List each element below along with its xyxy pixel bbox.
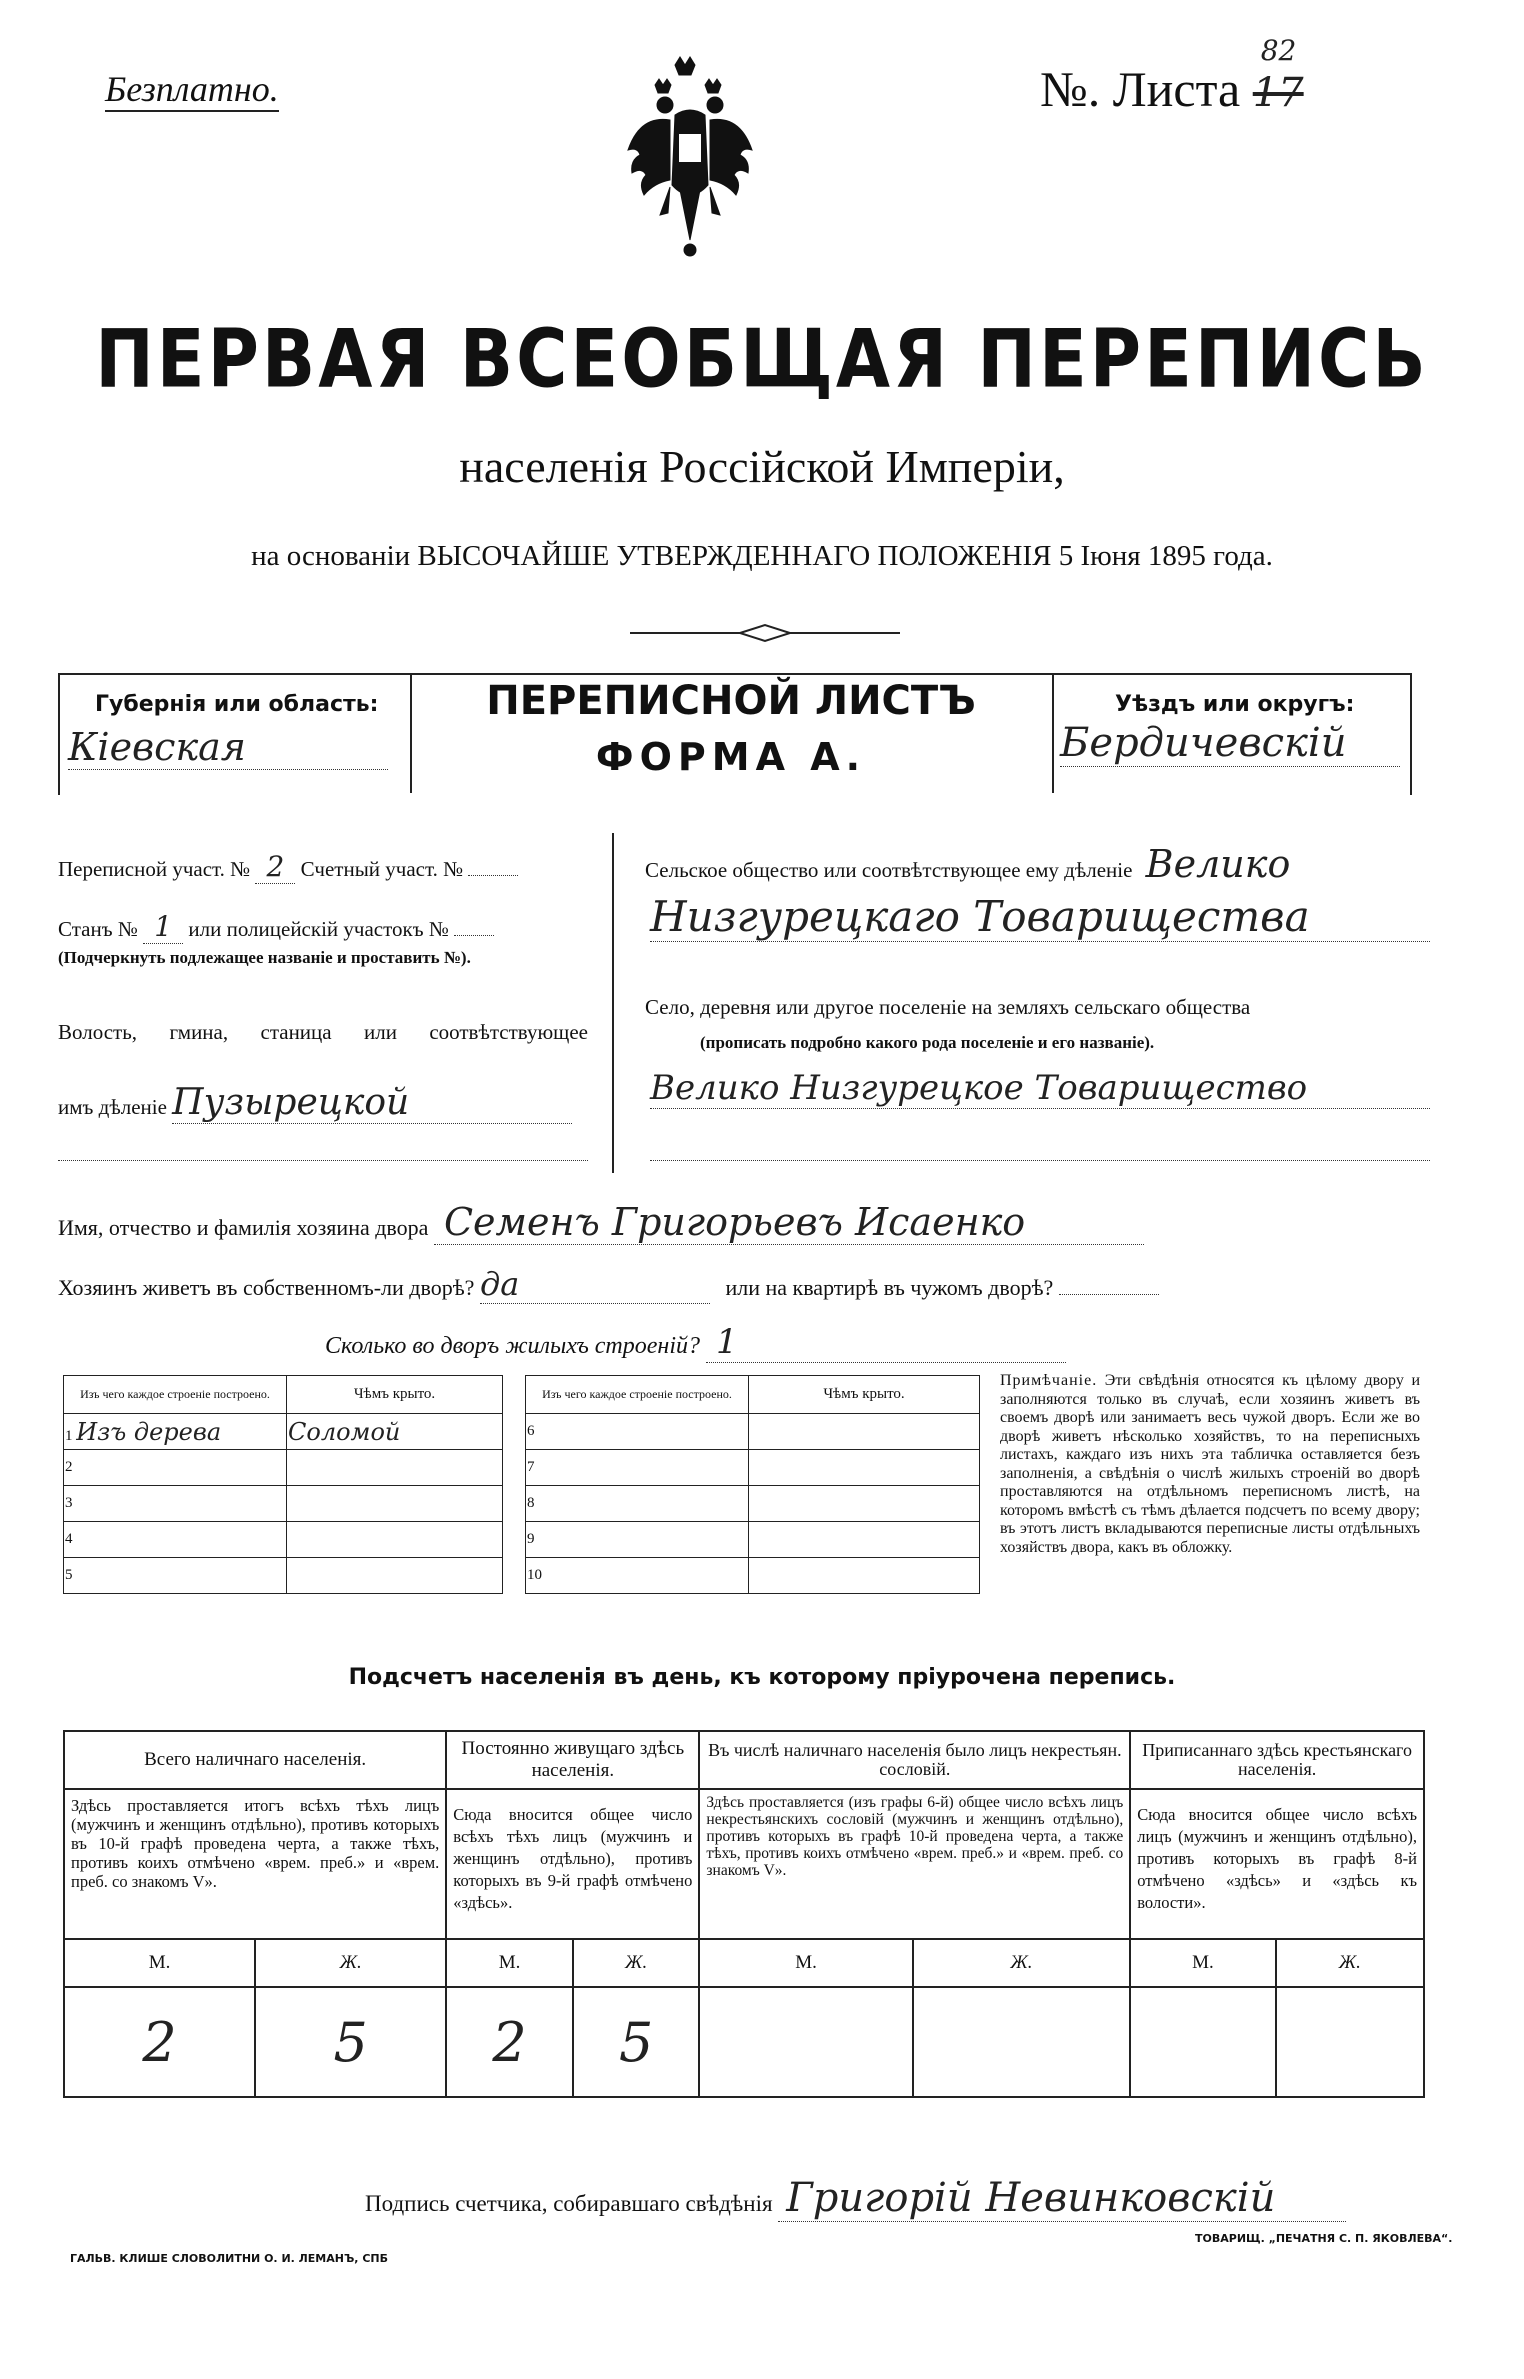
owner-name-row xyxy=(58,1200,1144,1245)
population-count-table xyxy=(63,1730,1425,2098)
row-number: 9 xyxy=(527,1531,535,1547)
count-value-m-2: 2 xyxy=(446,1987,573,2097)
table-row xyxy=(64,1558,503,1594)
signature-row xyxy=(365,2175,1346,2222)
count-col-title-1: Всего наличнаго населенія. xyxy=(64,1731,446,1789)
row-number: 1 xyxy=(65,1427,73,1444)
row-material: Изъ дерева xyxy=(76,1417,222,1446)
count-value-m-1: 2 xyxy=(64,1987,255,2097)
signature-label: Подпись счетчика, собиравшаго свѣдѣнія xyxy=(365,2191,773,2216)
count-m-label: М. xyxy=(1130,1939,1275,1987)
column-divider xyxy=(612,833,614,1173)
owner-residence-row xyxy=(58,1265,1159,1304)
count-district-label: Счетный участ. № xyxy=(300,857,464,881)
count-value-f-3 xyxy=(913,1987,1131,2097)
row-roof: Соломой xyxy=(288,1417,401,1446)
census-district-value: 2 xyxy=(255,850,295,884)
table-row xyxy=(64,1486,503,1522)
count-f-label: Ж. xyxy=(1276,1939,1424,1987)
count-heading: Подсчетъ населенія въ день, къ которому пріурочена перепись. xyxy=(348,1665,1176,1690)
census-district-label: Переписной участ. № xyxy=(58,857,251,881)
volost-extra-line xyxy=(58,1160,588,1161)
census-district-row xyxy=(58,850,518,884)
count-value-f-2: 5 xyxy=(573,1987,700,2097)
count-value-m-3 xyxy=(699,1987,912,2097)
guberniya-label: Губернія или область: xyxy=(95,692,379,717)
buildings-table-right xyxy=(525,1375,980,1594)
col-roof-header: Чѣмъ крыто. xyxy=(749,1376,980,1414)
count-value-f-1: 5 xyxy=(255,1987,446,2097)
printer-right: ТОВАРИЩ. „ПЕЧАТНЯ С. П. ЯКОВЛЕВА“. xyxy=(1195,2232,1453,2245)
sheet-number-struck: 17 xyxy=(1252,70,1304,116)
table-row xyxy=(526,1522,980,1558)
table-row xyxy=(526,1558,980,1594)
buildings-count-value: 1 xyxy=(706,1322,1066,1363)
sheet-number-value: 82 xyxy=(1260,34,1297,67)
table-row xyxy=(526,1414,980,1450)
row-number: 2 xyxy=(65,1459,73,1475)
count-col-desc-3: Здѣсь проставляется (изъ графы 6-й) общее число всѣхъ лицъ некрестьянскихъ сословій (мужчинъ и женщинъ отдѣльно), противъ которыхъ въ графѣ 10-й проведена черта, а также тѣхъ, противъ коихъ отмѣчено «врем. преб.» и «врем. преб. со знакомъ V». xyxy=(699,1789,1130,1939)
village-label: Село, деревня или другое поселеніе на земляхъ сельскаго общества xyxy=(645,995,1251,1019)
free-label: Безплатно. xyxy=(105,68,279,112)
society-value-2: Низгурецкаго Товарищества xyxy=(650,892,1430,942)
buildings-table-left xyxy=(63,1375,503,1594)
form-title: ПЕРЕПИСНОЙ ЛИСТЪ xyxy=(486,678,976,724)
count-f-label: Ж. xyxy=(573,1939,700,1987)
sheet-number-label: №. Листа xyxy=(1040,61,1241,117)
district-note: (Подчеркнуть подлежащее названіе и проставить №). xyxy=(58,948,471,967)
note-heading: Примѣчаніе. xyxy=(1000,1372,1098,1389)
count-m-label: М. xyxy=(64,1939,255,1987)
stan-row xyxy=(58,910,494,944)
guberniya-value: Кiевская xyxy=(68,725,388,770)
volost-value: Пузырецкой xyxy=(172,1082,572,1124)
village-value: Велико Низгурецкое Товарищество xyxy=(650,1068,1430,1109)
col-roof-header: Чѣмъ крыто. xyxy=(287,1376,503,1414)
row-number: 10 xyxy=(527,1567,542,1583)
village-note: (прописать подробно какого рода поселеніе и его названіе). xyxy=(700,1033,1155,1052)
society-row xyxy=(645,842,1290,886)
row-number: 4 xyxy=(65,1531,73,1547)
table-row xyxy=(64,1450,503,1486)
village-extra-line xyxy=(650,1160,1430,1161)
count-col-title-4: Приписаннаго здѣсь крестьянскаго населенія. xyxy=(1130,1731,1424,1789)
col-material-header: Изъ чего каждое строеніе построено. xyxy=(64,1376,287,1414)
count-col-desc-4: Сюда вносится общее число всѣхъ лицъ (мужчинъ и женщинъ отдѣльно), противъ которыхъ въ графѣ 8-й отмѣчено «здѣсь» и «здѣсь къ волости». xyxy=(1130,1789,1424,1939)
count-f-label: Ж. xyxy=(255,1939,446,1987)
owner-rent-value xyxy=(1059,1294,1159,1295)
table-row xyxy=(64,1522,503,1558)
owner-own-value: да xyxy=(480,1265,710,1304)
count-col-title-2: Постоянно живущаго здѣсь населенія. xyxy=(446,1731,699,1789)
table-row xyxy=(526,1486,980,1522)
volost-row xyxy=(58,1082,572,1124)
stan-label: Станъ № xyxy=(58,917,138,941)
volost-label-2: имъ дѣленіе xyxy=(58,1095,167,1119)
count-value-m-4 xyxy=(1130,1987,1275,2097)
owner-rent-label: или на квартирѣ въ чужомъ дворѣ? xyxy=(725,1275,1054,1300)
society-label: Сельское общество или соотвѣтствующее ему дѣленіе xyxy=(645,858,1133,882)
police-label: или полицейскій участокъ № xyxy=(188,917,449,941)
volost-label: Волость, гмина, станица или соотвѣтствующее xyxy=(58,1020,588,1044)
count-col-desc-2: Сюда вносится общее число всѣхъ тѣхъ лицъ (мужчинъ и женщинъ отдѣльно), противъ которыхъ въ 9-й графѣ отмѣчено «здѣсь». xyxy=(446,1789,699,1939)
count-col-title-3: Въ числѣ наличнаго населенія было лицъ некрестьян. сословій. xyxy=(699,1731,1130,1789)
uezd-label: Уѣздъ или округъ: xyxy=(1115,692,1355,717)
row-number: 6 xyxy=(527,1423,535,1439)
page-subtitle: населенія Россійской Имперіи, xyxy=(459,441,1065,492)
printer-left: ГАЛЬВ. КЛИШЕ СЛОВОЛИТНИ О. И. ЛЕМАНЪ, СПБ xyxy=(70,2252,388,2265)
table-row xyxy=(526,1450,980,1486)
uezd-value: Бердичевскiй xyxy=(1060,720,1400,767)
row-number: 5 xyxy=(65,1567,73,1583)
ornament-divider xyxy=(620,618,910,648)
col-material-header: Изъ чего каждое строеніе построено. xyxy=(526,1376,749,1414)
table-row xyxy=(64,1414,503,1450)
coat-of-arms-emblem xyxy=(620,55,760,285)
row-number: 7 xyxy=(527,1459,535,1475)
society-value-1: Велико xyxy=(1145,842,1291,886)
count-f-label: Ж. xyxy=(913,1939,1131,1987)
buildings-count-label: Сколько во дворъ жилыхъ строеній? xyxy=(325,1333,700,1359)
row-number: 8 xyxy=(527,1495,535,1511)
owner-name-value: Семенъ Григорьевъ Исаенко xyxy=(434,1200,1144,1245)
stan-value: 1 xyxy=(143,910,183,944)
count-district-value xyxy=(468,875,518,876)
owner-own-label: Хозяинъ живетъ въ собственномъ-ли дворѣ? xyxy=(58,1275,475,1300)
page-title: ПЕРВАЯ ВСЕОБЩАЯ ПЕРЕПИСЬ xyxy=(95,311,1429,407)
signature-value: Григорiй Невинковскiй xyxy=(778,2175,1346,2222)
owner-name-label: Имя, отчество и фамилія хозяина двора xyxy=(58,1215,429,1240)
sheet-number xyxy=(1040,34,1304,118)
buildings-count-row xyxy=(325,1322,1066,1363)
row-number: 3 xyxy=(65,1495,73,1511)
count-m-label: М. xyxy=(699,1939,912,1987)
count-value-f-4 xyxy=(1276,1987,1424,2097)
count-col-desc-1: Здѣсь проставляется итогъ всѣхъ тѣхъ лицъ (мужчинъ и женщинъ отдѣльно), противъ которыхъ въ 10-й графѣ проведена черта, а также тѣхъ, противъ коихъ отмѣчено «врем. преб.» и «врем. преб. со знакомъ V». xyxy=(64,1789,446,1939)
police-value xyxy=(454,935,494,936)
form-subtitle: ФОРМА А. xyxy=(595,735,867,779)
legal-basis: на основаніи ВЫСОЧАЙШЕ УТВЕРЖДЕННАГО ПОЛОЖЕНІЯ 5 Іюня 1895 года. xyxy=(251,540,1273,572)
note-block xyxy=(1000,1372,1420,1557)
count-m-label: М. xyxy=(446,1939,573,1987)
note-text: Эти свѣдѣнія относятся къ цѣлому двору и заполняются только въ случаѣ, если хозяинъ живетъ въ своемъ дворѣ или занимаетъ весь чужой дворъ. Если же во дворѣ живетъ нѣсколько хозяйствъ, то на переписныхъ листахъ, каждаго изъ нихъ эта табличка оставляется безъ заполненія, а свѣдѣнія о числѣ жилыхъ строеній во дворѣ проставляются на отдѣльномъ переписномъ листѣ, на которомъ вмѣстѣ съ тѣмъ дѣлается подсчетъ по всему двору; въ этотъ листъ вкладываются переписные листы отдѣльныхъ хозяйствъ двора, какъ въ обложку. xyxy=(1000,1372,1420,1556)
